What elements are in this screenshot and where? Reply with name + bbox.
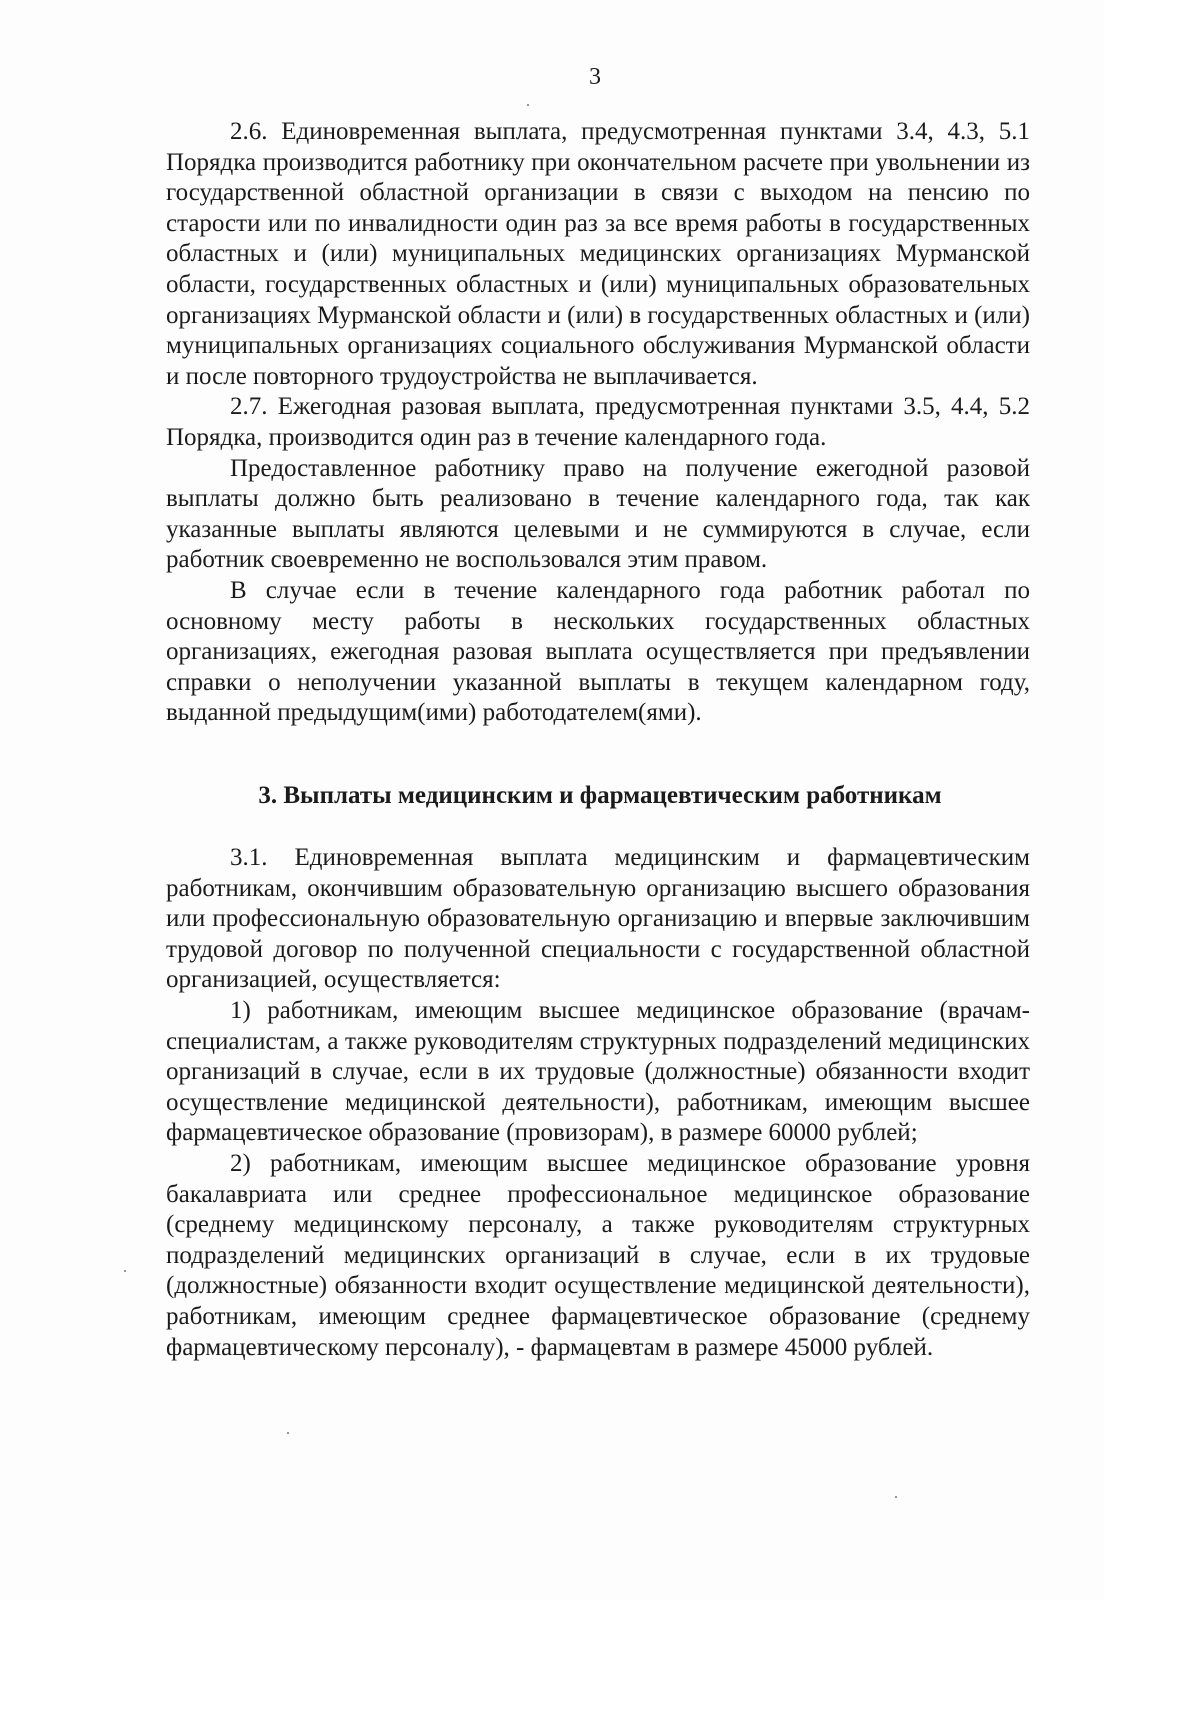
scan-speck — [287, 1432, 289, 1434]
paragraph-3-1-item-1: 1) работникам, имеющим высшее медицинское образование (врачам-специалистам, а также руководителям структурных подразделений медицинских организаций в случае, если в их трудовые (должностные) обязанности входит осуществление медицинской деятельности), работникам, имеющим высшее фармацевтическое образование (провизорам), в размере 60000 рублей; — [166, 996, 1030, 1147]
paragraph-3-1-item-2: 2) работникам, имеющим высшее медицинское образование уровня бакалавриата или среднее профессиональное медицинское образование (среднему медицинскому персоналу, а также руководителям структурных подразделений медицинских организаций в случае, если в их трудовые (должностные) обязанности входит осуществление медицинской деятельности), работникам, имеющим среднее фармацевтическое образование (среднему фармацевтическому персоналу), - фармацевтам в размере 45000 рублей. — [166, 1149, 1030, 1361]
section-2-text — [166, 117, 1030, 729]
paragraph-right-to-payment: Предоставленное работнику право на получение ежегодной разовой выплаты должно быть реализовано в течение календарного года, так как указанные выплаты являются целевыми и не суммируются в случае, если работник своевременно не воспользовался этим правом. — [166, 454, 1030, 574]
section-3-text — [166, 843, 1030, 1363]
page-number: 3 — [589, 64, 601, 90]
paragraph-multiple-employers: В случае если в течение календарного года работник работал по основному месту работы в нескольких государственных областных организациях, ежегодная разовая выплата осуществляется при предъявлении справки о неполучении указанной выплаты в текущем календарном году, выданной предыдущим(ими) работодателем(ями). — [166, 576, 1030, 727]
paragraph-2-7: 2.7. Ежегодная разовая выплата, предусмотренная пунктами 3.5, 4.4, 5.2 Порядка, производится один раз в течение календарного года. — [166, 393, 1030, 451]
paragraph-2-6: 2.6. Единовременная выплата, предусмотренная пунктами 3.4, 4.3, 5.1 Порядка производится работнику при окончательном расчете при увольнении из государственной областной организации в связи с выходом на пенсию по старости или по инвалидности один раз за все время работы в государственных областных и (или) муниципальных медицинских организациях Мурманской области, государственных областных и (или) муниципальных образовательных организациях Мурманской области и (или) в государственных областных и (или) муниципальных организациях социального обслуживания Мурманской области и после повторного трудоустройства не выплачивается. — [166, 118, 1030, 390]
paragraph-3-1: 3.1. Единовременная выплата медицинским и фармацевтическим работникам, окончившим образовательную организацию высшего образования или профессиональную образовательную организацию и впервые заключившим трудовой договор по полученной специальности с государственной областной организацией, осуществляется: — [166, 844, 1030, 994]
scan-speck — [527, 104, 529, 106]
scan-speck — [124, 1270, 126, 1272]
section-3-heading: 3. Выплаты медицинским и фармацевтическим работникам — [258, 782, 942, 809]
scan-speck — [895, 1496, 897, 1498]
